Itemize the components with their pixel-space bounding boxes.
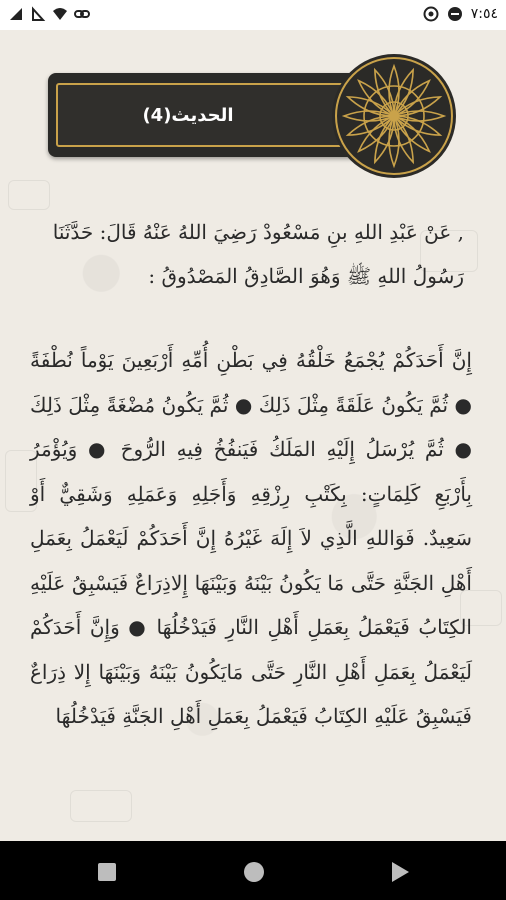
- wifi-icon: [52, 6, 68, 22]
- signal-icon: [8, 6, 24, 22]
- data-saver-icon: [423, 6, 439, 22]
- hadith-intro: , عَنْ عَبْدِ اللهِ بنِ مَسْعُودْ رَضِيَ اللهُ عَنْهُ قَالَ: حَدَّثَنَا رَسُولُ اللهِ ﷺ وَهُوَ الصَّادِقُ المَصْدُوقُ :: [52, 220, 464, 288]
- back-button[interactable]: [392, 862, 409, 882]
- background-pattern: [70, 790, 132, 822]
- ornament-medallion-icon: [330, 52, 458, 180]
- notification-icon: [447, 6, 463, 22]
- status-left-icons: [8, 6, 90, 22]
- home-button[interactable]: [244, 862, 264, 882]
- hadith-title: الحديث(4): [142, 104, 234, 126]
- status-time: ٧:٥٤: [470, 6, 498, 22]
- recents-button[interactable]: [98, 863, 116, 881]
- no-sim-icon: [30, 6, 46, 22]
- status-bar: [0, 0, 506, 30]
- background-pattern: [8, 180, 50, 210]
- hadith-body: إِنَّ أَحَدَكُمْ يُجْمَعُ خَلْقُهُ فِي بَطْنِ أُمِّهِ أَرْبَعِينَ يَوْماً نُطْفَةً ● ثُمَّ يَكُونُ عَلَقَةً مِثْلَ ذَلِكَ ● ثُمَّ يَكُونُ مُضْغَةً مِثْلَ ذَلِكَ ● ثُمَّ يُرْسَلُ إِلَيْهِ المَلَكُ فَيَنفُخُ فِيهِ الرُّوحَ ● وَيُؤْمَرُ بِأَرْبَعِ كَلِمَاتٍ: بِكَتْبِ رِزْقِهِ وَأَجَلِهِ وَعَمَلِهِ وَشَقِيٌّ أَوْ سَعِيدٌ. فَوَاللهِ الَّذِي لاَ إِلَهَ غَيْرُهُ إِنَّ أَحَدَكُمْ لَيَعْمَلُ بِعَمَلِ أَهْلِ الجَنَّةِ حَتَّى مَا يَكُونُ بَيْنَهُ وَبَيْنَهَا إِلاذِرَاعٌ فَيَسْبِقُ عَلَيْهِ الكِتَابُ فَيَعْمَلُ بِعَمَلِ أَهْلِ النَّارِ فَيَدْخُلُهَا ● وَإِنَّ أَحَدَكُمْ لَيَعْمَلُ بِعَمَلِ أَهْلِ النَّارِ حَتَّى مَايَكُونُ بَيْنَهُ وَبَيْنَهَا إِلا ذِرَاعٌ فَيَسْبِقُ عَلَيْهِ الكِتَابُ فَيَعْمَلُ بِعَمَلِ أَهْلِ الجَنَّةِ فَيَدْخُلُهَا: [30, 348, 472, 728]
- link-icon: [74, 6, 90, 22]
- status-right-icons: [423, 6, 498, 22]
